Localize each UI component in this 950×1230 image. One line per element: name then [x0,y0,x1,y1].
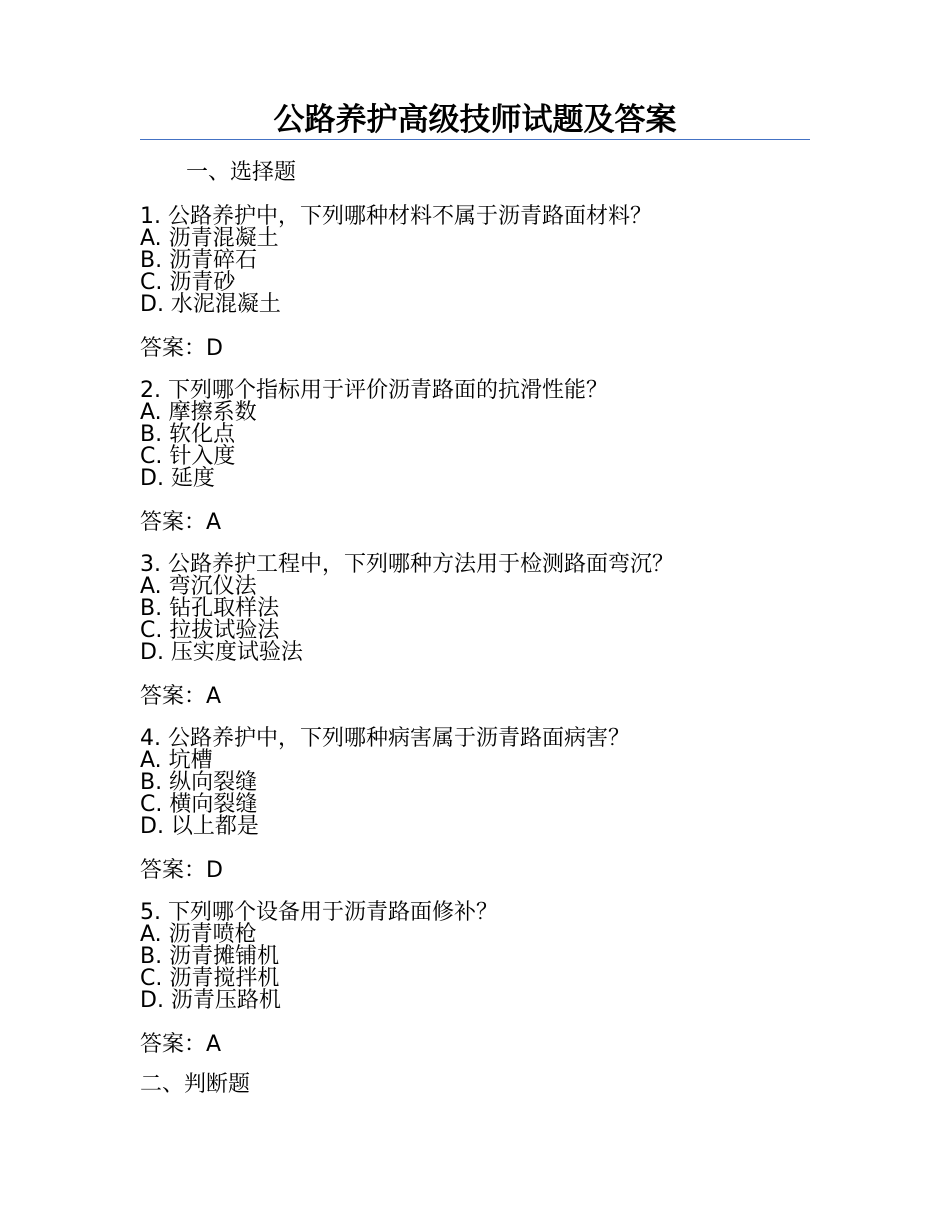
option-d: D. 水泥混凝土 [140,292,281,317]
question-text: 2. 下列哪个指标用于评价沥青路面的抗滑性能？ [140,378,608,403]
question-text: 1. 公路养护中，下列哪种材料不属于沥青路面材料？ [140,204,652,229]
option-a: A. 沥青喷枪 [140,922,257,947]
option-a: A. 沥青混凝土 [140,226,279,251]
title-underline [140,139,810,140]
question-text: 3. 公路养护工程中，下列哪种方法用于检测路面弯沉？ [140,552,674,577]
question-block [140,902,810,1058]
question-block [140,728,810,884]
option-d: D. 以上都是 [140,814,259,839]
option-b: B. 纵向裂缝 [140,770,258,795]
option-d: D. 延度 [140,466,215,491]
option-b: B. 钻孔取样法 [140,596,280,621]
answer-line: 答案：D [140,858,223,883]
option-a: A. 坑槽 [140,748,213,773]
option-d: D. 沥青压路机 [140,988,281,1013]
question-block [140,206,810,362]
answer-line: 答案：A [140,510,222,535]
option-a: A. 弯沉仪法 [140,574,257,599]
section-heading-multiple-choice: 一、选择题 [186,160,297,185]
answer-line: 答案：A [140,1032,222,1057]
option-c: C. 拉拔试验法 [140,618,280,643]
option-c: C. 针入度 [140,444,236,469]
option-b: B. 软化点 [140,422,236,447]
option-c: C. 横向裂缝 [140,792,258,817]
option-a: A. 摩擦系数 [140,400,257,425]
answer-line: 答案：A [140,684,222,709]
question-block [140,380,810,536]
option-b: B. 沥青摊铺机 [140,944,280,969]
option-b: B. 沥青碎石 [140,248,258,273]
question-text: 5. 下列哪个设备用于沥青路面修补？ [140,900,498,925]
option-c: C. 沥青搅拌机 [140,966,280,991]
document-title: 公路养护高级技师试题及答案 [273,102,677,138]
answer-line: 答案：D [140,336,223,361]
section-heading-true-false: 二、判断题 [140,1072,251,1097]
option-c: C. 沥青砂 [140,270,236,295]
question-text: 4. 公路养护中，下列哪种病害属于沥青路面病害？ [140,726,630,751]
question-block [140,554,810,710]
option-d: D. 压实度试验法 [140,640,303,665]
